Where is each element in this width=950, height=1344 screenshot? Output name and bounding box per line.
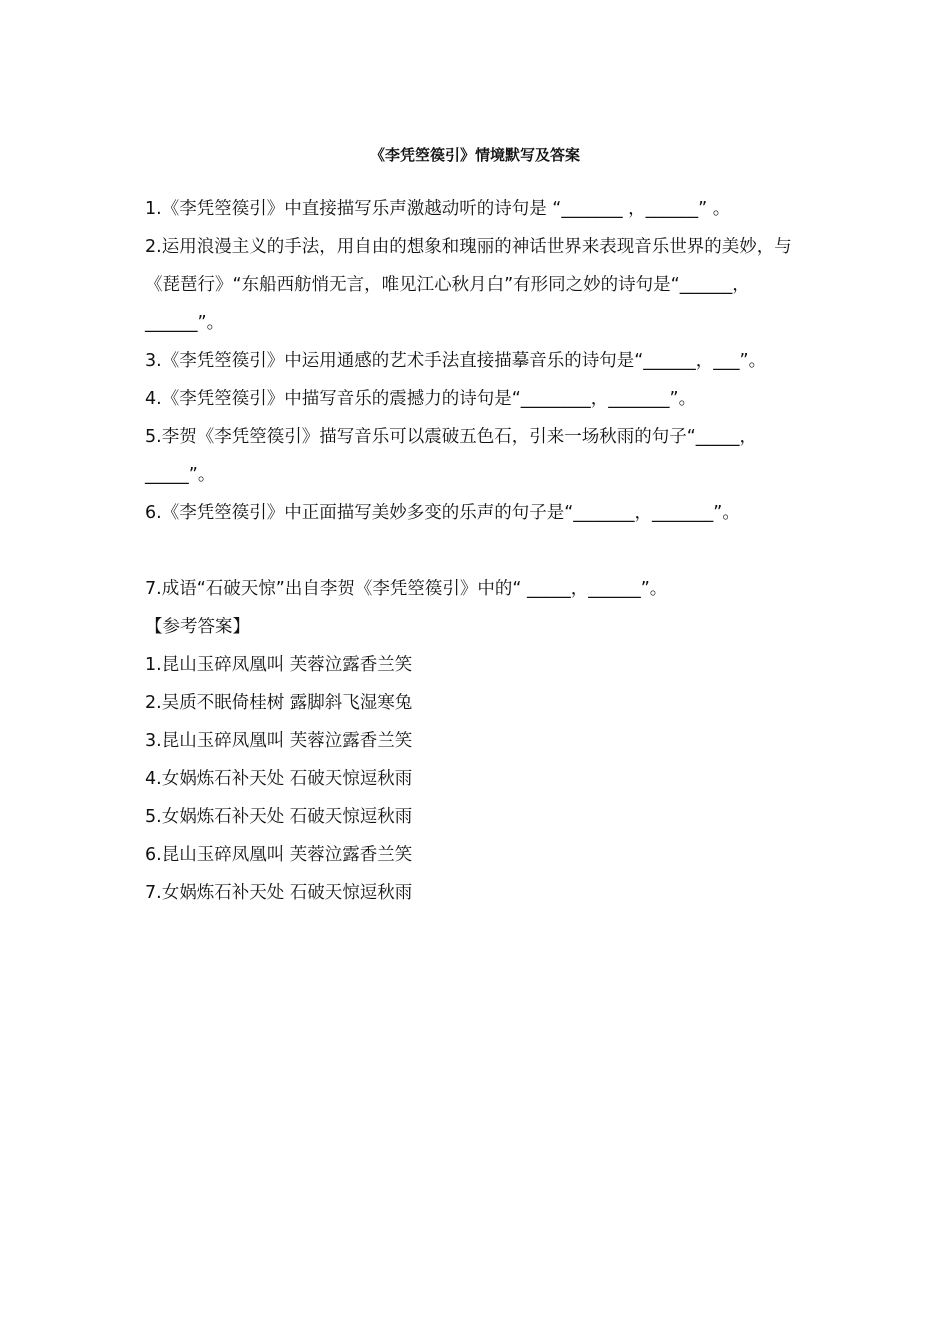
question-2: 2.运用浪漫主义的手法，用自由的想象和瑰丽的神话世界来表现音乐世界的美妙，与《琵琶行》“东船西舫悄无言，唯见江心秋月白”有形同之妙的诗句是“______，______”。 — [145, 237, 792, 333]
spacer — [145, 532, 810, 570]
question-3: 3.《李凭箜篌引》中运用通感的艺术手法直接描摹音乐的诗句是“______，___”。 — [145, 351, 767, 371]
question-1: 1.《李凭箜篌引》中直接描写乐声激越动听的诗句是 “_______ ，______” 。 — [145, 199, 731, 219]
question-6: 6.《李凭箜篌引》中正面描写美妙多变的乐声的句子是“_______，_______”。 — [145, 503, 740, 523]
document-title: 《李凭箜篌引》情境默写及答案 — [369, 146, 580, 164]
answer-2: 2.吴质不眠倚桂树 露脚斜飞湿寒兔 — [145, 693, 413, 713]
question-7: 7.成语“石破天惊”出自李贺《李凭箜篌引》中的“ _____，______”。 — [145, 579, 668, 599]
answer-7: 7.女娲炼石补天处 石破天惊逗秋雨 — [145, 883, 413, 903]
question-4: 4.《李凭箜篌引》中描写音乐的震撼力的诗句是“________，_______”。 — [145, 389, 697, 409]
question-5: 5.李贺《李凭箜篌引》描写音乐可以震破五色石，引来一场秋雨的句子“_____，_____”。 — [145, 427, 758, 485]
answer-1: 1.昆山玉碎凤凰叫 芙蓉泣露香兰笑 — [145, 655, 413, 675]
document-body — [145, 190, 810, 912]
answer-3: 3.昆山玉碎凤凰叫 芙蓉泣露香兰笑 — [145, 731, 413, 751]
answer-4: 4.女娲炼石补天处 石破天惊逗秋雨 — [145, 769, 413, 789]
answer-heading: 【参考答案】 — [145, 617, 250, 637]
answer-6: 6.昆山玉碎凤凰叫 芙蓉泣露香兰笑 — [145, 845, 413, 865]
answer-5: 5.女娲炼石补天处 石破天惊逗秋雨 — [145, 807, 413, 827]
